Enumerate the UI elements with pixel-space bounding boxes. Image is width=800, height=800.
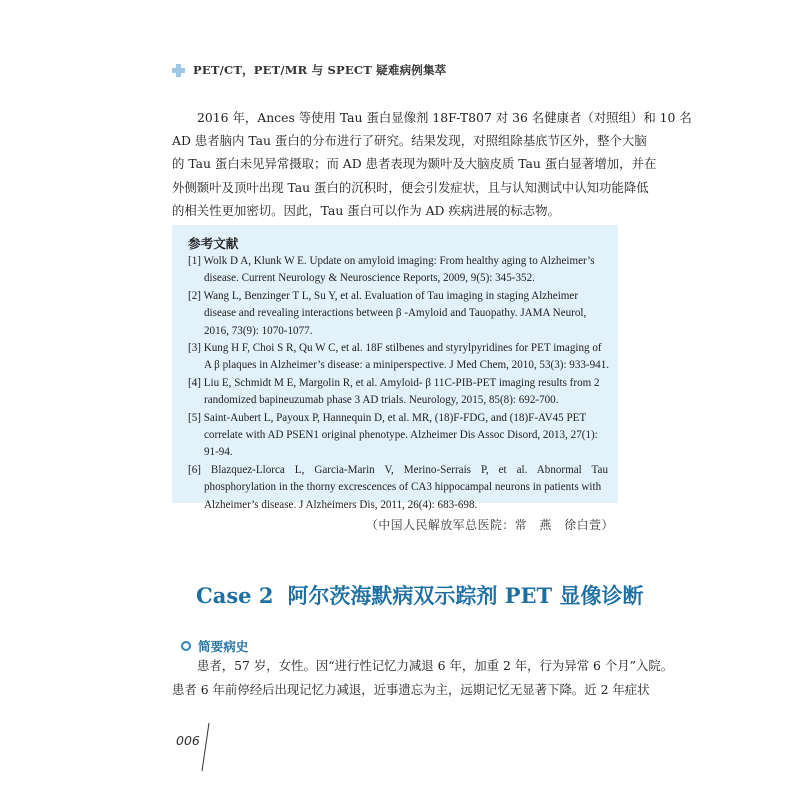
reference-line: randomized bapineuzumab phase 3 AD trials. Neurology, 2015, 85(8): 692-700. (204, 394, 559, 407)
case-paragraph (172, 654, 674, 702)
reference-line: [2] Wang L, Benzinger T L, Su Y, et al. Evaluation of Tau imaging in staging Alzheimer (188, 289, 579, 302)
references-box (172, 225, 618, 511)
circle-icon (181, 641, 191, 651)
reference-line: 91-94. (204, 446, 233, 459)
case-heading (196, 580, 643, 610)
paragraph-line: 的相关性更加密切。因此，Tau 蛋白可以作为 AD 疾病进展的标志物。 (172, 202, 560, 218)
reference-line: 2016, 73(9): 1070-1077. (204, 324, 313, 337)
reference-item (188, 253, 608, 288)
reference-line: [1] Wolk D A, Klunk W E. Update on amyloid imaging: From healthy aging to Alzheimer’s (188, 255, 595, 267)
references-list (188, 253, 608, 514)
paragraph-line: 外侧颞叶及顶叶出现 Tau 蛋白的沉积时，便会引发症状，且与认知测试中认知功能降低 (172, 179, 649, 195)
reference-line: Alzheimer’s disease. J Alzheimers Dis, 2011, 26(4): 683-698. (204, 498, 478, 511)
reference-line: phosphorylation in the thorny excrescences of CA3 hippocampal neurons in patients with (204, 481, 602, 494)
reference-line: [5] Saint-Aubert L, Payoux P, Hannequin D, et al. MR, (18)F-FDG, and (18)F-AV45 PET (188, 411, 587, 424)
case-number: Case 2 (196, 583, 274, 608)
reference-item (188, 340, 608, 375)
section-label: 简要病史 (198, 639, 249, 654)
plus-icon (172, 64, 185, 77)
case-title: 阿尔茨海默病双示踪剂 PET 显像诊断 (287, 583, 644, 608)
reference-line: disease. Current Neurology & Neuroscience Reports, 2009, 9(5): 345-352. (204, 272, 535, 285)
paragraph-line: AD 患者脑内 Tau 蛋白的分布进行了研究。结果发现，对照组除基底节区外，整个大脑 (172, 133, 647, 149)
page-number: 006 (176, 733, 200, 748)
reference-item (188, 375, 608, 410)
reference-line: [6] Blazquez-Llorca L, Garcia-Marin V, Merino-Serrais P, et al. Abnormal Tau (188, 463, 608, 476)
references-title: 参考文献 (188, 236, 239, 251)
paragraph-line: 的 Tau 蛋白未见异常摄取；而 AD 患者表现为颞叶及大脑皮质 Tau 蛋白显著增加，并在 (172, 156, 657, 172)
paragraph-line: 患者 6 年前停经后出现记忆力减退，近事遗忘为主，远期记忆无显著下降。近 2 年症状 (172, 682, 650, 697)
reference-line: A β plaques in Alzheimer’s disease: a miniperspective. J Med Chem, 2010, 53(3): 933-941. (204, 359, 610, 372)
paragraph-line: 2016 年，Ances 等使用 Tau 蛋白显像剂 18F-T807 对 36 名健康者（对照组）和 10 名 (197, 110, 692, 125)
reference-item (188, 410, 608, 462)
reference-line: [4] Liu E, Schmidt M E, Margolin R, et al. Amyloid- β 11C-PIB-PET imaging results from 2 (188, 376, 600, 389)
reference-item (188, 462, 608, 514)
page-slash-ornament (200, 722, 210, 772)
paragraph-line: 患者，57 岁，女性。因“进行性记忆力减退 6 年，加重 2 年，行为异常 6 个月”入院。 (197, 658, 674, 673)
author-attribution: （中国人民解放军总医院：常 燕 徐白萱） (366, 518, 614, 532)
body-paragraph (172, 106, 692, 222)
reference-line: correlate with AD PSEN1 original phenotype. Alzheimer Dis Assoc Disord, 2013, 27(1): (204, 429, 598, 442)
running-head (172, 62, 446, 78)
running-title: PET/CT，PET/MR 与 SPECT 疑难病例集萃 (193, 63, 447, 77)
section-heading (181, 636, 248, 655)
reference-line: [3] Kung H F, Choi S R, Qu W C, et al. 18F stilbenes and styrylpyridines for PET imaging of (188, 342, 602, 355)
reference-item (188, 288, 608, 340)
reference-line: disease and revealing interactions between β -Amyloid and Tauopathy. JAMA Neurol, (204, 307, 587, 320)
